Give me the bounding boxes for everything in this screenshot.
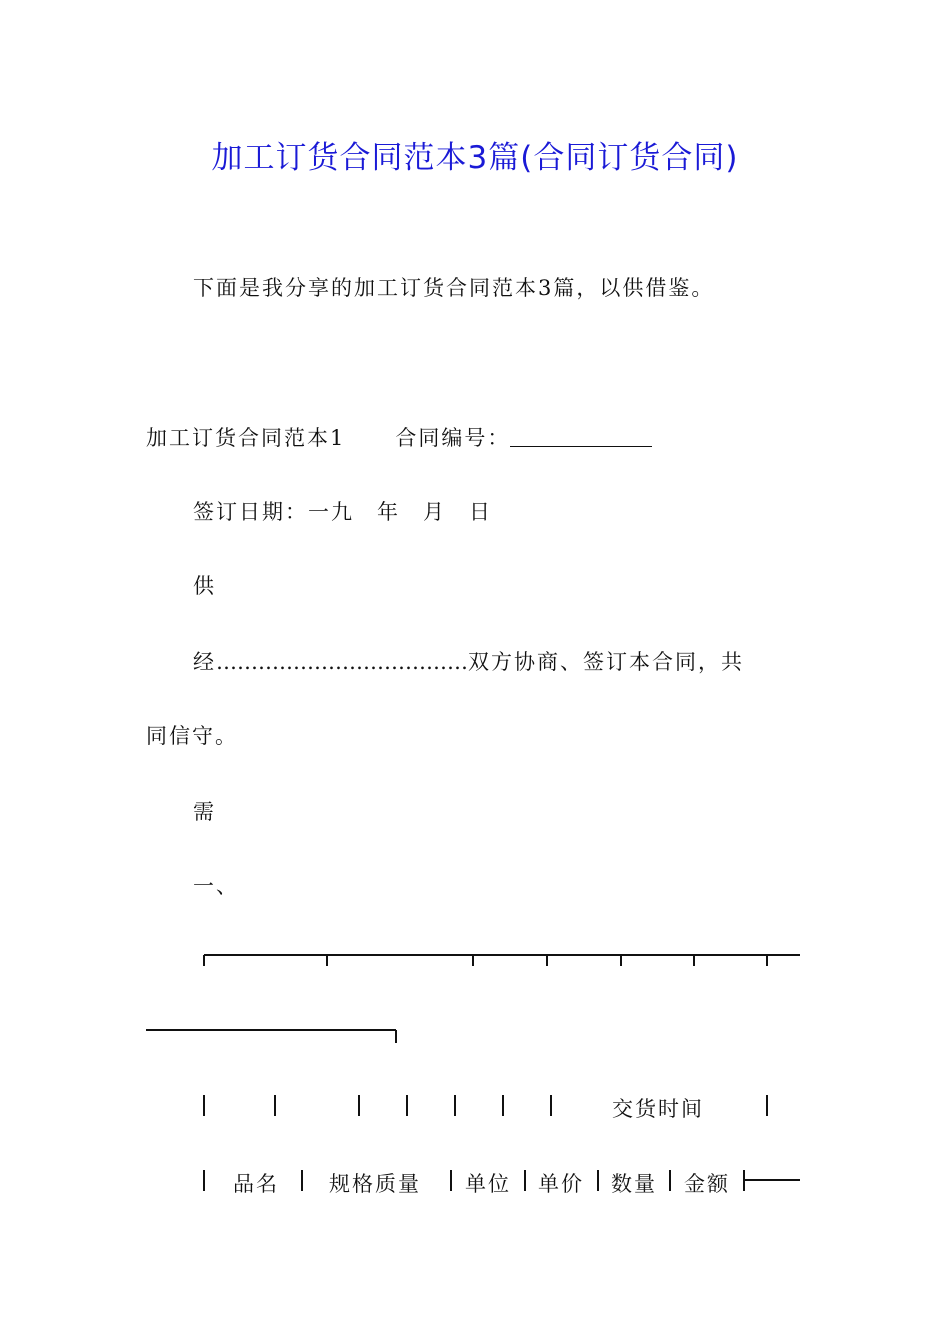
contract-number-label: 合同编号：: [395, 426, 511, 450]
agreement-dots: ………………………………: [216, 650, 468, 674]
document-title: 加工订货合同范本3篇(合同订货合同): [211, 140, 739, 176]
intro-paragraph: 下面是我分享的加工订货合同范本3篇，以供借鉴。: [193, 276, 715, 300]
agreement-continuation: 同信守。: [146, 724, 238, 748]
agreement-prefix: 经: [193, 650, 216, 674]
col-product-name: 品名: [233, 1172, 279, 1196]
agreement-text: 双方协商、签订本合同，共: [468, 650, 744, 674]
sign-date-line: 签订日期：一九 年 月 日: [193, 500, 492, 524]
section-heading: 加工订货合同范本1: [146, 426, 346, 450]
col-amount: 金额: [684, 1172, 730, 1196]
col-spec-quality: 规格质量: [329, 1172, 421, 1196]
col-unit: 单位: [465, 1172, 511, 1196]
col-quantity: 数量: [611, 1172, 657, 1196]
delivery-time-header: 交货时间: [612, 1097, 704, 1121]
supply-party-label: 供: [193, 574, 216, 598]
col-unit-price: 单价: [538, 1172, 584, 1196]
clause-one-label: 一、: [193, 874, 239, 898]
demand-party-label: 需: [193, 800, 216, 824]
